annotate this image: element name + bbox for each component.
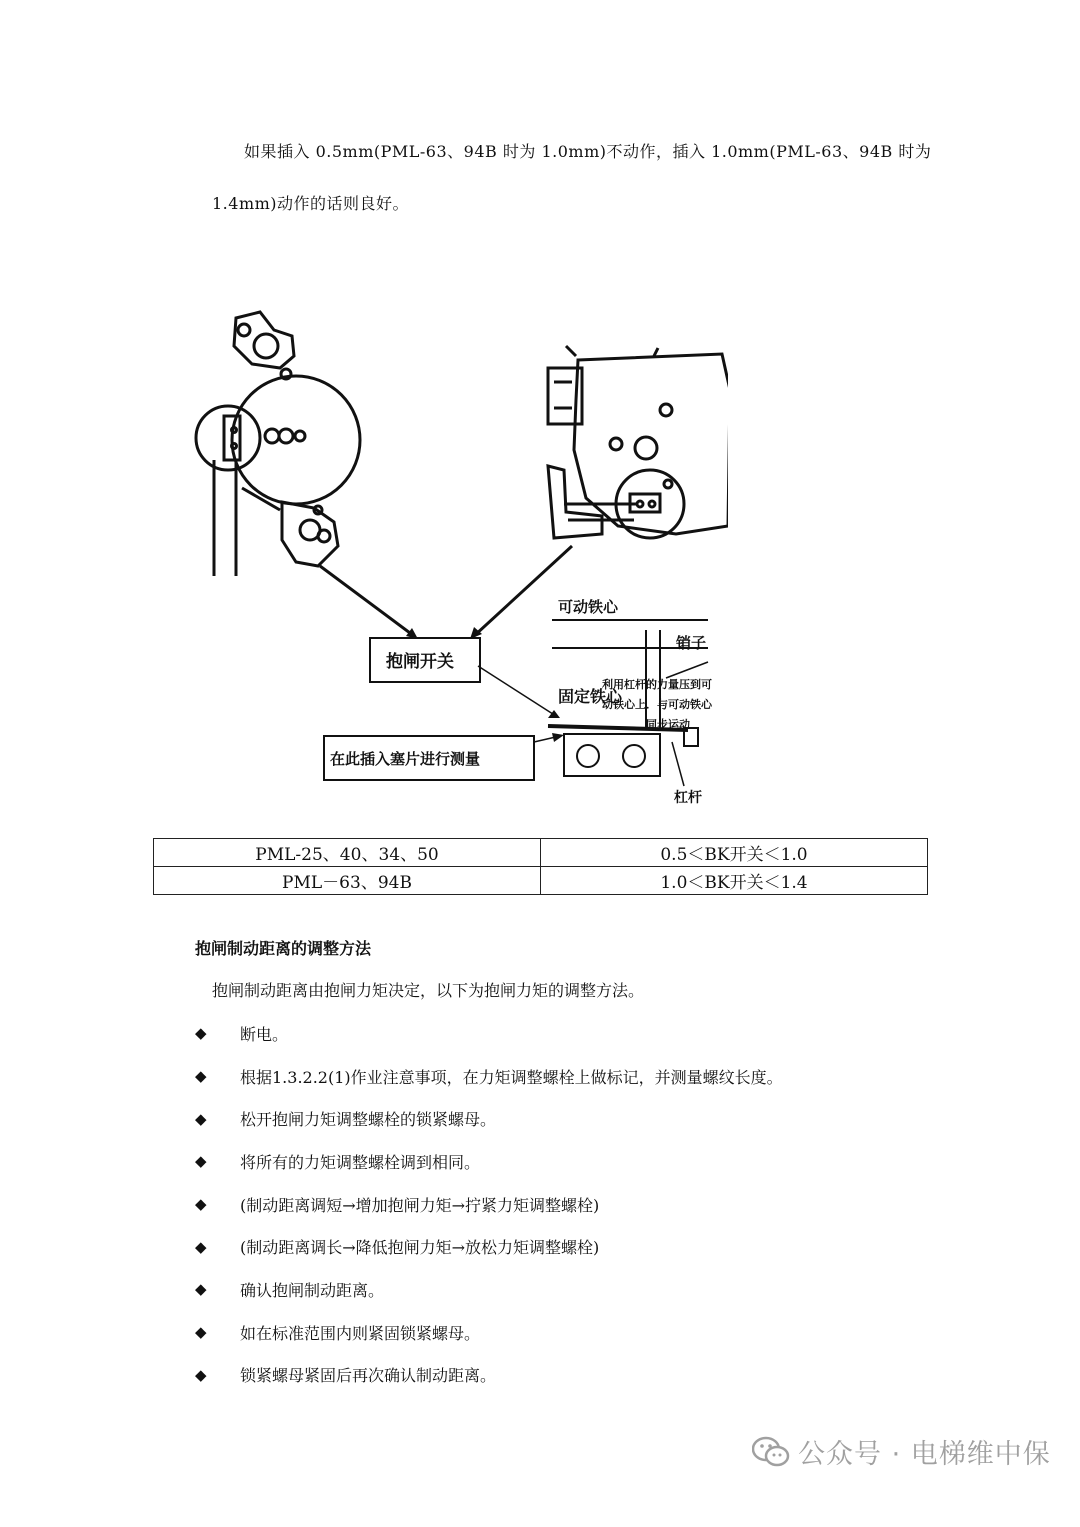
label-movable-core: 可动铁心 <box>558 598 619 616</box>
list-item <box>195 1225 783 1268</box>
label-fixed-core: 固定铁心 <box>558 687 623 706</box>
list-item <box>195 1097 783 1140</box>
list-item <box>195 1354 783 1397</box>
list-item <box>195 1055 783 1098</box>
list-item <box>195 1140 783 1183</box>
step-text: 断电。 <box>240 1024 289 1044</box>
diamond-bullet-icon: ◆ <box>195 1067 207 1086</box>
table-cell-range: 0.5＜BK开关＜1.0 <box>541 839 928 867</box>
label-lever-note-2: 动铁心上．与可动铁心 <box>602 698 712 711</box>
section-title: 抱闸制动距离的调整方法 <box>195 939 372 958</box>
table-cell-model: PML-25、40、34、50 <box>154 839 541 867</box>
step-text: 将所有的力矩调整螺栓调到相同。 <box>240 1152 481 1172</box>
diamond-bullet-icon: ◆ <box>195 1195 207 1214</box>
label-lever-note-1: 利用杠杆的力量压到可 <box>602 678 712 691</box>
list-item <box>195 1183 783 1226</box>
table-cell-model: PML－63、94B <box>154 867 541 895</box>
watermark-text: 公众号 · 电梯维中保 <box>798 1439 1051 1470</box>
step-text: (制动距离调短→增加抱闸力矩→拧紧力矩调整螺栓) <box>240 1195 600 1215</box>
right-lower-bracket <box>548 466 602 538</box>
table-row <box>154 867 928 895</box>
table-row <box>154 839 928 867</box>
left-top-bracket <box>234 312 294 368</box>
list-item <box>195 1268 783 1311</box>
diamond-bullet-icon: ◆ <box>195 1280 207 1299</box>
right-arrow <box>474 546 572 636</box>
brake-switch-diagram <box>188 290 728 820</box>
label-lever: 杠杆 <box>674 790 702 806</box>
watermark <box>752 1432 1051 1471</box>
step-list <box>195 1012 783 1396</box>
diamond-bullet-icon: ◆ <box>195 1365 207 1384</box>
step-text: 根据1.3.2.2(1)作业注意事项，在力矩调整螺栓上做标记，并测量螺纹长度。 <box>240 1067 783 1087</box>
list-item <box>195 1311 783 1354</box>
diamond-bullet-icon: ◆ <box>195 1237 207 1256</box>
step-text: 松开抱闸力矩调整螺栓的锁紧螺母。 <box>240 1110 497 1130</box>
wechat-icon <box>752 1436 790 1468</box>
step-text: 确认抱闸制动距离。 <box>240 1280 385 1300</box>
intro-line-1: 如果插入 0.5mm(PML-63、94B 时为 1.0mm)不动作，插入 1.0mm(PML-63、94B 时为 <box>244 142 932 161</box>
diamond-bullet-icon: ◆ <box>195 1109 207 1128</box>
label-insert-shim: 在此插入塞片进行测量 <box>330 750 481 768</box>
table-cell-range: 1.0＜BK开关＜1.4 <box>541 867 928 895</box>
step-text: 锁紧螺母紧固后再次确认制动距离。 <box>240 1366 497 1386</box>
diamond-bullet-icon: ◆ <box>195 1152 207 1171</box>
label-brake-switch: 抱闸开关 <box>386 652 454 672</box>
list-item <box>195 1012 783 1055</box>
diamond-bullet-icon: ◆ <box>195 1024 207 1043</box>
diamond-bullet-icon: ◆ <box>195 1323 207 1342</box>
spec-table <box>153 838 928 895</box>
section-intro: 抱闸制动距离由抱闸力矩决定，以下为抱闸力矩的调整方法。 <box>212 981 645 1000</box>
intro-paragraph <box>212 126 932 230</box>
step-text: (制动距离调长→降低抱闸力矩→放松力矩调整螺栓) <box>240 1238 600 1258</box>
label-lever-note-3: 同步运动 <box>646 718 690 731</box>
intro-line-2: 1.4mm)动作的话则良好。 <box>212 194 410 213</box>
label-pin: 销子 <box>676 634 707 652</box>
left-arrow <box>320 566 414 636</box>
step-text: 如在标准范围内则紧固锁紧螺母。 <box>240 1323 481 1343</box>
